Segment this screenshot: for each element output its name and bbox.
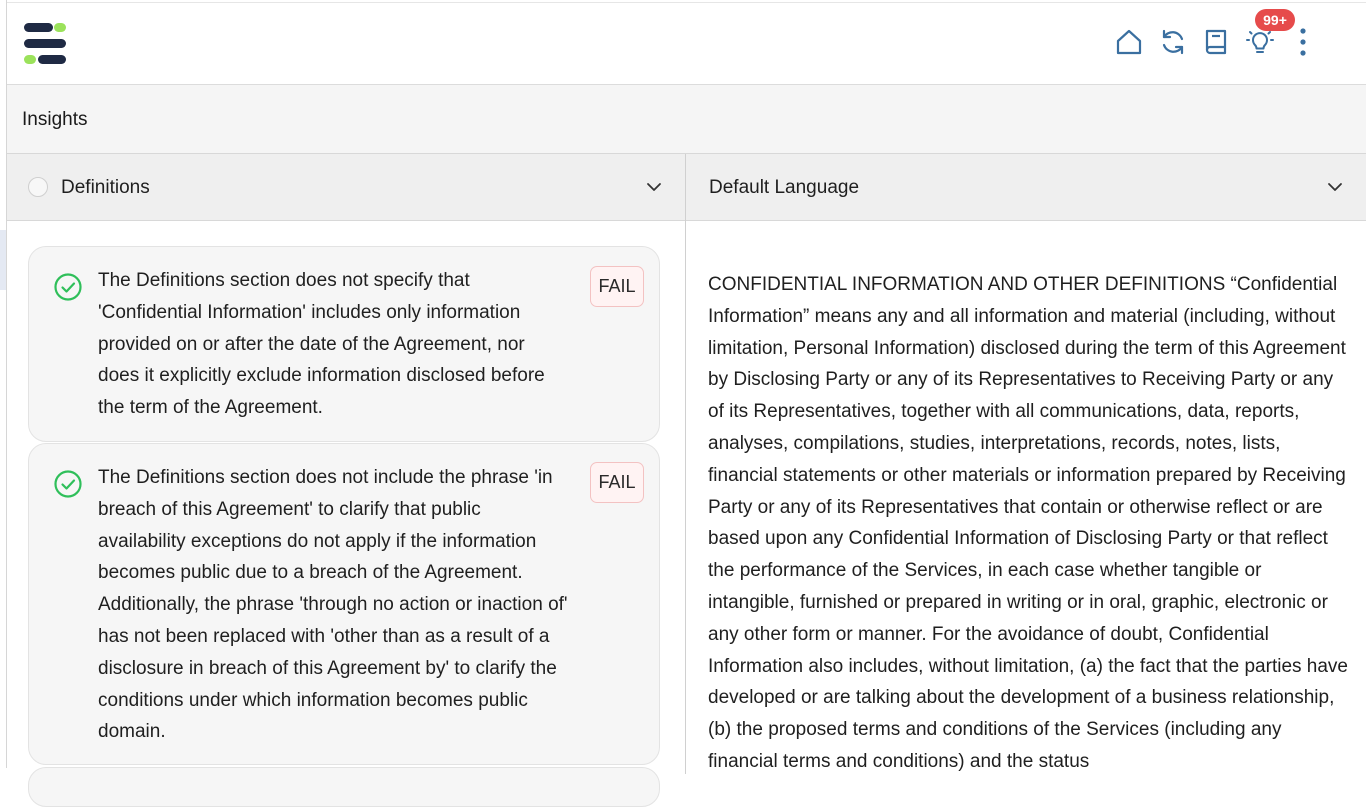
fail-badge: FAIL: [590, 266, 644, 307]
fail-badge: FAIL: [590, 462, 644, 503]
background-window-edge: [0, 0, 7, 768]
default-language-label: Default Language: [709, 177, 860, 198]
insight-card[interactable]: [28, 246, 660, 442]
app-window: [6, 2, 1366, 772]
book-icon[interactable]: [1199, 25, 1233, 59]
refresh-icon[interactable]: [1156, 25, 1190, 59]
home-icon[interactable]: [1112, 25, 1146, 59]
default-language-body: [686, 221, 1366, 781]
definitions-dropdown[interactable]: [6, 154, 685, 221]
more-vertical-icon[interactable]: [1286, 25, 1320, 59]
default-language-dropdown[interactable]: [686, 154, 1366, 221]
chevron-down-icon[interactable]: [645, 178, 663, 196]
chevron-down-icon[interactable]: [1326, 178, 1344, 196]
definitions-label: Definitions: [61, 177, 150, 198]
notification-badge: 99+: [1255, 9, 1295, 31]
insight-text: The Definitions section does not specify that 'Confidential Information' includes only information provided on or after the date of the Agreement, nor does it explicitly exclude information disclosed before the term of the Agreement.: [98, 270, 545, 419]
app-logo[interactable]: [22, 21, 68, 67]
top-header: [6, 3, 1366, 85]
check-circle-icon: [53, 272, 83, 302]
insight-text: The Definitions section does not include the phrase 'in breach of this Agreement' to clarify that public availability exceptions do not apply if the information becomes public due to a breach of the Agreement. Additionally, the phrase 'through no action or inaction of' has not been replaced with 'other than as a result of a disclosure in breach of this Agreement by' to clarify the conditions under which information becomes public domain.: [98, 467, 568, 743]
insights-list: [6, 221, 685, 781]
insight-card[interactable]: [28, 767, 660, 807]
definitions-radio[interactable]: [28, 177, 48, 197]
page-title: Insights: [22, 109, 88, 130]
default-language-text: CONFIDENTIAL INFORMATION AND OTHER DEFINITIONS “Confidential Information” means any and all information and material (including, without limitation, Personal Information) disclosed during the term of this Agreement by Disclosing Party or any of its Representatives to Receiving Party or any of its Representatives, together with all communications, data, reports, analyses, compilations, studies, interpretations, records, notes, lists, financial statements or other materials or information prepared by Receiving Party or any of its Representatives that contain or otherwise reflect or are based upon any Confidential Information of Disclosing Party or that reflect the performance of the Services, in each case whether tangible or intangible, furnished or prepared in writing or in oral, graphic, electronic or any other form or manner. For the avoidance of doubt, Confidential Information also includes, without limitation, (a) the fact that the parties have developed or are talking about the development of a business relationship, (b) the proposed terms and conditions of the Services (including any financial terms and conditions) and the status: [708, 274, 1348, 772]
check-circle-icon: [53, 469, 83, 499]
insight-card[interactable]: [28, 443, 660, 765]
